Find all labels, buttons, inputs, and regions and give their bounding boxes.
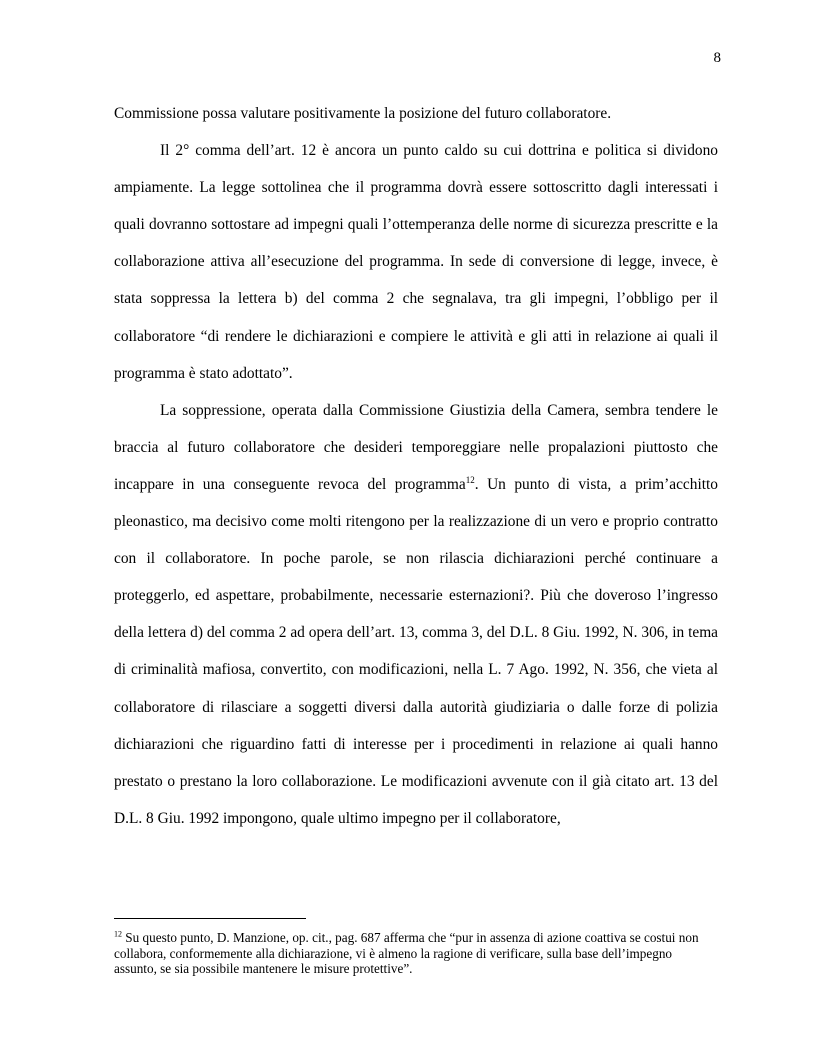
paragraph-soppressione xyxy=(114,392,718,837)
paragraph-continuation: Commissione possa valutare positivamente la posizione del futuro collaboratore. xyxy=(114,105,612,122)
footnote-reference[interactable]: 12 xyxy=(465,474,475,485)
paragraph-text-before-ref: La soppressione, operata dalla Commissione Giustizia della Camera, sembra tendere le braccia al futuro collaboratore che desideri temporeggiare nelle propalazioni piuttosto che incappare in una conseguente revoca del programma xyxy=(114,401,718,493)
paragraph-text-after-ref: . Un punto di vista, a prim’acchitto pleonastico, ma decisivo come molti ritengono per la realizzazione di un vero e proprio contratto con il collaboratore. In poche parole, se non rilascia dichiarazioni perché continuare a proteggerlo, ed aspettare, probabilmente, necessarie esternazioni?. Più che doveroso l’ingresso della lettera d) del comma 2 ad opera dell’art. 13, comma 3, del D.L. 8 Giu. 1992, N. 306, in tema di criminalità mafiosa, convertito, con modificazioni, nella L. 7 Ago. 1992, N. 356, che vieta al collaboratore di rilasciare a soggetti diversi dalla autorità giudiziaria o dalle forze di polizia dichiarazioni che riguardino fatti di interesse per i procedimenti in relazione ai quali hanno prestato o prestano la loro collaborazione. Le modificazioni avvenute con il già citato art. 13 del D.L. 8 Giu. 1992 impongono, quale ultimo impegno per il collaboratore, xyxy=(114,475,718,827)
footnote-number: 12 xyxy=(114,929,122,939)
footnote xyxy=(114,930,718,977)
page-number: 8 xyxy=(713,50,721,66)
body-text xyxy=(114,95,718,837)
footnote-separator xyxy=(114,918,306,919)
footnote-text: Su questo punto, D. Manzione, op. cit., pag. 687 afferma che “pur in assenza di azione coattiva se costui non collabora, conformemente alla dichiarazione, vi è almeno la ragione di verificare, sulla base dell’impegno assunto, se sia possibile mantenere le misure protettive”. xyxy=(114,930,699,977)
paragraph-comma-2: Il 2° comma dell’art. 12 è ancora un punto caldo su cui dottrina e politica si dividono ampiamente. La legge sottolinea che il programma dovrà essere sottoscritto dagli interessati i quali dovranno sottostare ad impegni quali l’ottemperanza delle norme di sicurezza prescritte e la collaborazione attiva all’esecuzione del programma. In sede di conversione di legge, invece, è stata soppressa la lettera b) del comma 2 che segnalava, tra gli impegni, l’obbligo per il collaboratore “di rendere le dichiarazioni e compiere le attività e gli atti in relazione ai quali il programma è stato adottato”. xyxy=(114,142,718,382)
